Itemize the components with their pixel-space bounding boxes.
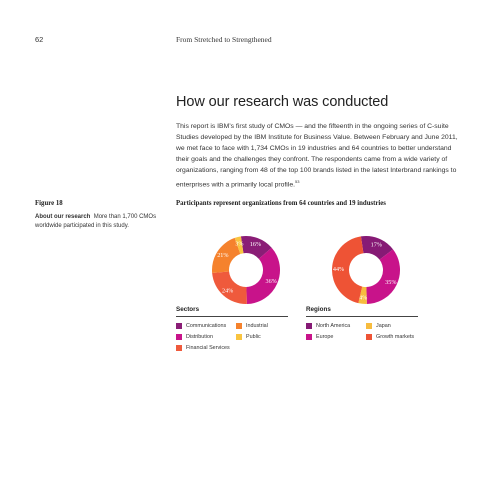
legend-label: Japan <box>376 323 391 329</box>
legend-label: Communications <box>186 323 227 329</box>
legend-item <box>306 323 366 329</box>
legend-item <box>236 323 288 329</box>
legend-label: Europe <box>316 334 334 340</box>
slice-europe <box>366 249 400 304</box>
legend-divider <box>306 316 418 317</box>
figure-title: Participants represent organizations from 64 countries and 19 industries <box>176 200 386 207</box>
legend-item <box>176 323 236 329</box>
legend-swatch <box>176 323 182 329</box>
legend-item <box>366 334 418 340</box>
legend-label: Industrial <box>246 323 268 329</box>
legend-swatch <box>236 334 242 340</box>
data-label-europe: 35% <box>385 278 397 286</box>
data-label-public: 3% <box>235 240 244 248</box>
footnote-marker: 53 <box>295 178 300 184</box>
figure-caption <box>35 213 165 230</box>
running-title: From Stretched to Strengthened <box>176 35 272 44</box>
data-label-financial-services: 24% <box>221 287 234 295</box>
regions-legend <box>306 306 418 340</box>
intro-paragraph <box>176 122 458 191</box>
data-label-communications: 16% <box>249 241 262 249</box>
legend-swatch <box>306 334 312 340</box>
legend-item <box>176 345 236 351</box>
legend-item <box>306 334 366 340</box>
legend-swatch <box>306 323 312 329</box>
legend-item <box>236 334 288 340</box>
data-label-industrial: 21% <box>217 252 229 260</box>
legend-item <box>366 323 418 329</box>
legend-label: Distribution <box>186 334 213 340</box>
legend-item <box>176 334 236 340</box>
page-number: 62 <box>35 35 44 44</box>
section-title: How our research was conducted <box>176 94 389 110</box>
caption-text: More than 1,700 CMOs worldwide participated in this study. <box>35 214 157 229</box>
regions-donut-chart <box>318 222 414 318</box>
caption-heading: About our research <box>35 214 91 220</box>
legend-label: Growth markets <box>376 334 415 340</box>
slice-distribution <box>246 248 280 304</box>
figure-label: Figure 18 <box>35 200 63 207</box>
legend-label: Public <box>246 334 261 340</box>
sectors-legend <box>176 306 288 351</box>
data-label-distribution: 36% <box>265 278 277 286</box>
legend-heading: Sectors <box>176 306 200 313</box>
legend-swatch <box>366 334 372 340</box>
legend-swatch <box>236 323 242 329</box>
legend-heading: Regions <box>306 306 331 313</box>
legend-label: Financial Services <box>186 345 230 351</box>
legend-swatch <box>366 323 372 329</box>
sectors-donut-chart <box>198 222 294 318</box>
data-label-growth-markets: 44% <box>332 265 345 273</box>
intro-text: This report is IBM’s first study of CMOs — and the fifteenth in the ongoing series of C-suite Studies developed by the IBM Institute for Business Value. Between February and June 2011, we met face to face with 1,734 CMOs in 19 industries and 64 countries to better understand their goals and the challenges they confront. The respondents came from a wide variety of organizations, ranging from 48 of the top 100 brands listed in the latest Interbrand rankings to enterprises with a primarily local profile. <box>176 123 458 188</box>
legend-divider <box>176 316 288 317</box>
legend-swatch <box>176 334 182 340</box>
legend-label: North America <box>316 323 351 329</box>
data-label-japan: 4% <box>359 294 368 302</box>
data-label-north-america: 17% <box>370 241 382 249</box>
legend-swatch <box>176 345 182 351</box>
